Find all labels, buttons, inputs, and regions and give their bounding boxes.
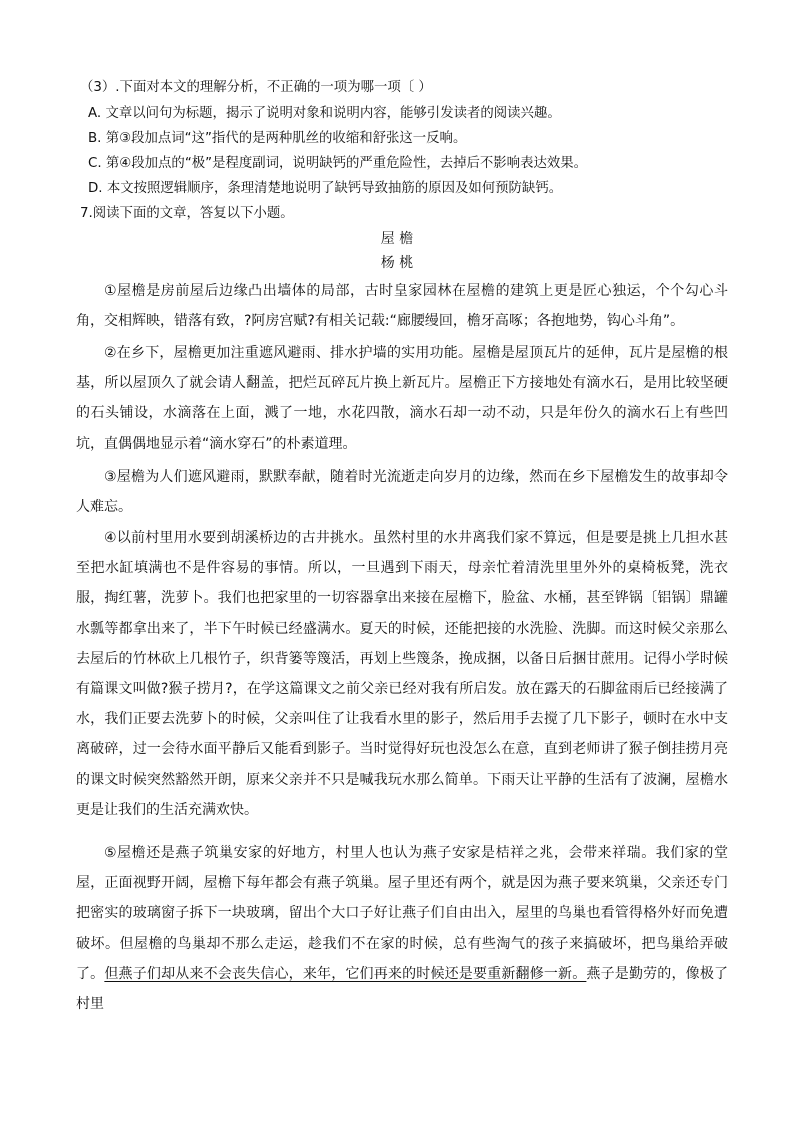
paragraph-5-underlined-sentence: 但燕子们却从来不会丧失信心，来年，它们再来的时候还是要重新翻修一新。 (104, 965, 587, 982)
question-stem: （3）.下面对本文的理解分析，不正确的一项为哪一项〔 ） (80, 80, 432, 95)
paragraph-5-tail: 燕子是勤劳的，像极了村里 (76, 965, 729, 1013)
question-7-stem: 7.阅读下面的文章，答复以下小题。 (80, 206, 294, 221)
paragraph-3: ③屋檐为人们遮风避雨，默默奉献，随着时光流逝走向岁月的边缘，然而在乡下屋檐发生的故事却令人难忘。 (76, 469, 728, 516)
option-d: D. 本文按照逻辑顺序，条理清楚地说明了缺钙导致抽筋的原因及如何预防缺钙。 (88, 181, 563, 196)
article-author: 杨 桃 (380, 255, 414, 271)
option-a: A. 文章以问句为标题，揭示了说明对象和说明内容，能够引发读者的阅读兴趣。 (88, 106, 561, 121)
option-c: C. 第④段加点的“极”是程度副词，说明缺钙的严重危险性，去掉后不影响表达效果。 (88, 156, 588, 171)
paragraph-1: ①屋檐是房前屋后边缘凸出墙体的局部，古时皇家园林在屋檐的建筑上更是匠心独运，个个勾心斗角，交相辉映，错落有致，?阿房宫赋?有相关记载:“廊腰缦回，檐牙高啄；各抱地势，钩心斗角”。 (76, 283, 728, 330)
article-title: 屋 檐 (380, 231, 414, 247)
paragraph-2: ②在乡下，屋檐更加注重遮风避雨、排水护墙的实用功能。屋檐是屋顶瓦片的延伸，瓦片是屋檐的根基，所以屋顶久了就会请人翻盖，把烂瓦碎瓦片换上新瓦片。屋檐正下方接地处有滴水石，是用比较坚硬的石头铺设，水滴落在上面，溅了一地，水花四散，滴水石却一动不动，只是年份久的滴水石上有些凹坑，直偶偶地显示着“滴水穿石”的朴素道理。 (76, 345, 728, 452)
option-b: B. 第③段加点词“这”指代的是两种肌丝的收缩和舒张这一反响。 (88, 131, 467, 146)
paragraph-5-main: ⑤屋檐还是燕子筑巢安家的好地方，村里人也认为燕子安家是桔祥之兆，会带来祥瑞。我们家的堂屋，正面视野开阔，屋檐下每年都会有燕子筑巢。屋子里还有两个，就是因为燕子要来筑巢，父亲还专门把密实的玻璃窗子拆下一块玻璃，留出个大口子好让燕子们自由出入，屋里的鸟巢也看管得格外好而免遭破坏。但屋檐的鸟巢却不那么走运，趁我们不在家的时候，总有些淘气的孩子来搞破坏，把鸟巢给弄破了。 (76, 845, 728, 982)
paragraph-4: ④以前村里用水要到胡溪桥边的古井挑水。虽然村里的水井离我们家不算远，但是要是挑上几担水甚至把水缸填满也不是件容易的事情。所以，一旦遇到下雨天，母亲忙着清洗里里外外的桌椅板凳，洗衣服，掏红薯，洗萝卜。我们也把家里的一切容器拿出来接在屋檐下，脸盆、水桶，甚至铧锅〔铝锅〕鼎罐水瓢等都拿出来了，半下午时候已经盛满水。夏天的时候，还能把接的水洗脸、洗脚。而这时候父亲那么去屋后的竹林砍上几根竹子，织背篓等篾活，再划上些篾条，挽成捆，以备日后捆甘蔗用。记得小学时候有篇课文叫做?猴子捞月?，在学这篇课文之前父亲已经对我有所启发。放在露天的石脚盆雨后已经接满了水，我们正要去洗萝卜的时候，父亲叫住了让我看水里的影子，然后用手去搅了几下影子，顿时在水中支离破碎，过一会待水面平静后又能看到影子。当时觉得好玩也没怎么在意，直到老师讲了猴子倒挂捞月亮的课文时候突然豁然开朗，原来父亲并不只是喊我玩水那么简单。下雨天让平静的生活有了波澜，屋檐水更是让我们的生活充满欢快。 (76, 530, 728, 818)
paragraph-5 (76, 838, 728, 1019)
